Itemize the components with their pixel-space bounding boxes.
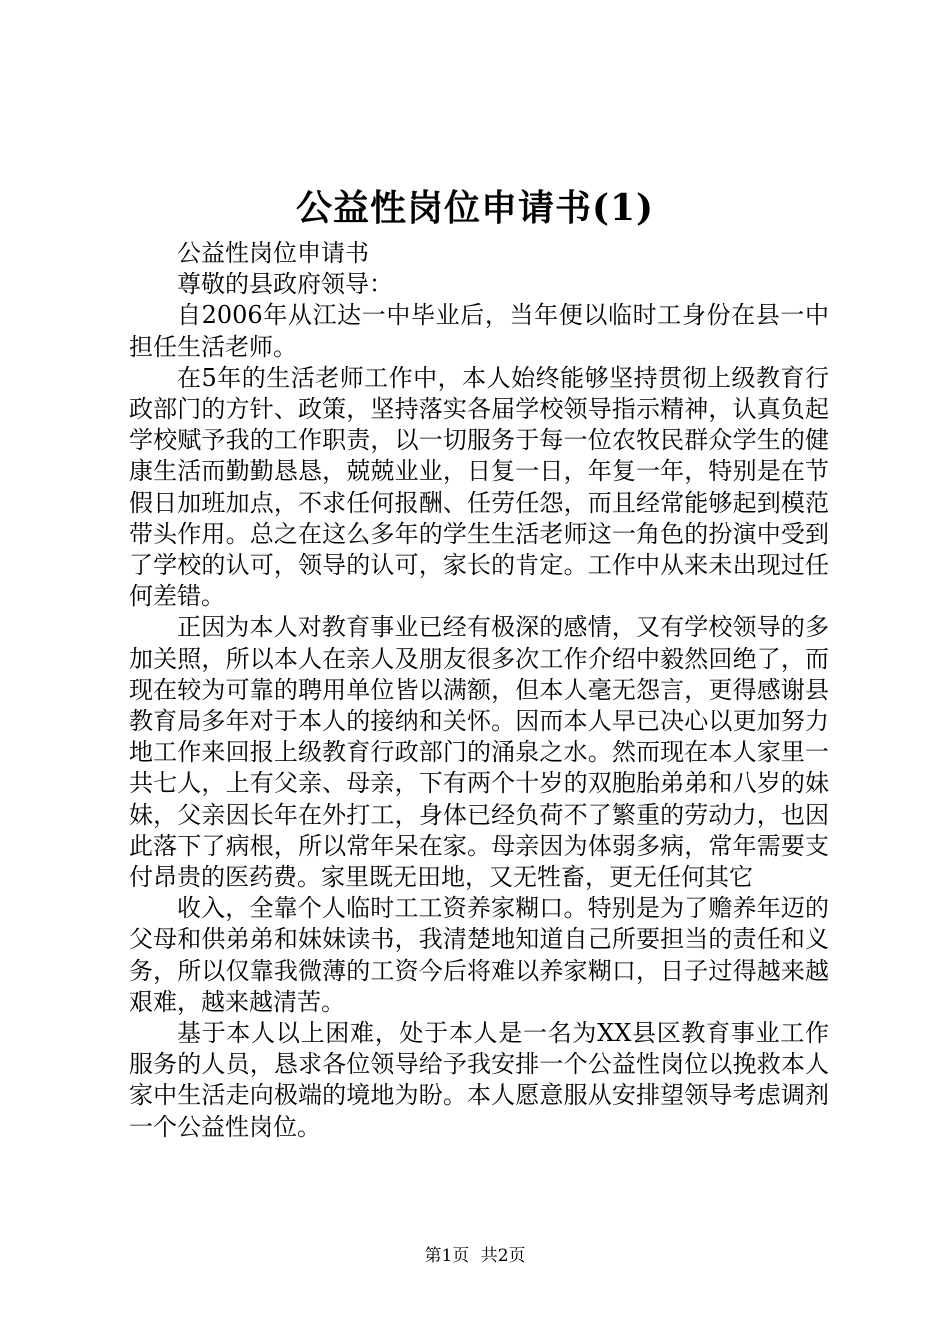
paragraph-heading: 公益性岗位申请书 bbox=[177, 239, 369, 267]
paragraph: 自2006年从江达一中毕业后，当年便以临时工身份在县一中担任生活老师。 bbox=[129, 301, 829, 361]
paragraph: 基于本人以上困难，处于本人是一名为XX县区教育事业工作服务的人员，恳求各位领导给予我安排一个公益性岗位以挽救本人家中生活走向极端的境地为盼。本人愿意服从安排望领导考虑调剂一个公益性岗位。 bbox=[129, 1019, 829, 1141]
paragraph: 收入，全靠个人临时工工资养家糊口。特别是为了赡养年迈的父母和供弟弟和妹妹读书，我清楚地知道自己所要担当的责任和义务，所以仅靠我微薄的工资今后将难以养家糊口，日子过得越来越艰难，越来越清苦。 bbox=[129, 894, 829, 1016]
paragraph: 在5年的生活老师工作中，本人始终能够坚持贯彻上级教育行政部门的方针、政策，坚持落实各届学校领导指示精神，认真负起学校赋予我的工作职责，以一切服务于每一位农牧民群众学生的健康生活而勤勤恳恳，兢兢业业，日复一日，年复一年，特别是在节假日加班加点，不求任何报酬、任劳任怨，而且经常能够起到模范带头作用。总之在这么多年的学生生活老师这一角色的扮演中受到了学校的认可，领导的认可，家长的肯定。工作中从来未出现过任何差错。 bbox=[129, 363, 829, 611]
page-number: 第1页 bbox=[424, 1246, 470, 1266]
document-title: 公益性岗位申请书(1) bbox=[295, 187, 655, 229]
page-footer bbox=[0, 1244, 950, 1268]
paragraph: 正因为本人对教育事业已经有极深的感情，又有学校领导的多加关照，所以本人在亲人及朋友很多次工作介绍中毅然回绝了，而现在较为可靠的聘用单位皆以满额，但本人毫无怨言，更得感谢县教育局多年对于本人的接纳和关怀。因而本人早已决心以更加努力地工作来回报上级教育行政部门的涌泉之水。然而现在本人家里一共七人，上有父亲、母亲，下有两个十岁的双胞胎弟弟和八岁的妹妹，父亲因长年在外打工，身体已经负荷不了繁重的劳动力，也因此落下了病根，所以常年呆在家。母亲因为体弱多病，常年需要支付昂贵的医药费。家里既无田地，又无牲畜，更无任何其它 bbox=[129, 613, 829, 892]
page-total: 共2页 bbox=[480, 1246, 526, 1266]
paragraph-salutation: 尊敬的县政府领导： bbox=[177, 270, 393, 299]
document-body bbox=[129, 238, 829, 1143]
